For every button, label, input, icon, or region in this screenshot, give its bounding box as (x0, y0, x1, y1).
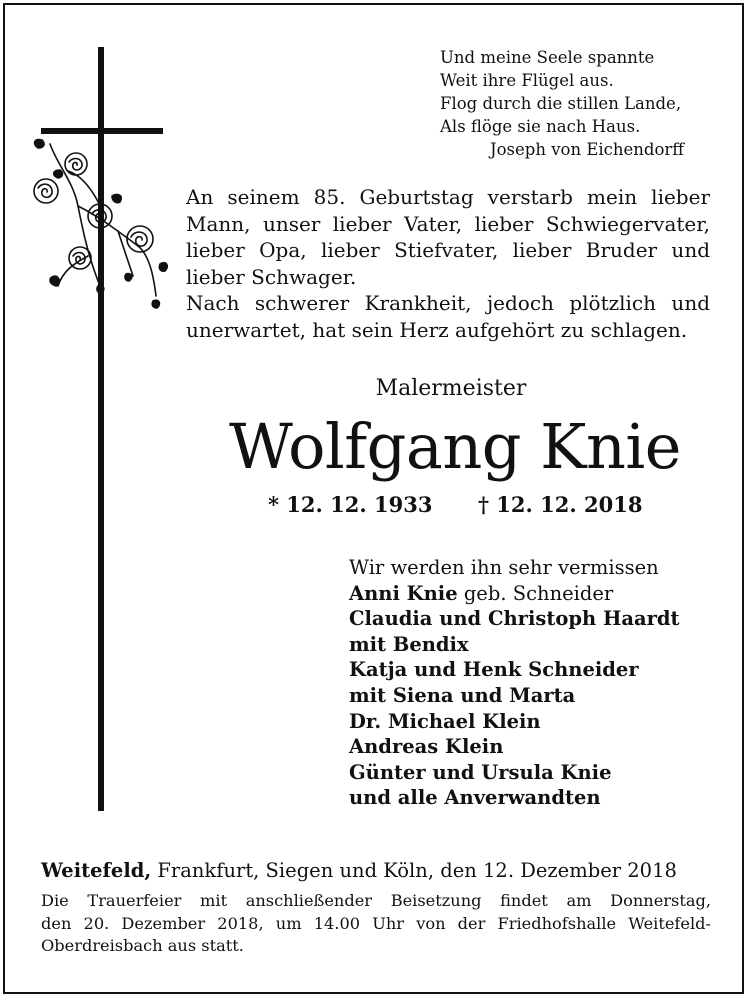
service-line: Oberdreisbach aus statt. (41, 936, 244, 955)
mourner-entry: mit Bendix (349, 632, 469, 656)
roses-icon (28, 136, 173, 311)
mourner-entry: Dr. Michael Klein (349, 709, 541, 733)
mourners-list (349, 555, 729, 811)
deceased-name: Wolfgang Knie (229, 410, 681, 483)
place-and-date (41, 858, 711, 884)
birth-date: * 12. 12. 1933 (268, 492, 433, 517)
poem-author: Joseph von Eichendorff (490, 140, 685, 159)
announcement-line: unerwartet, hat sein Herz aufgehört zu schlagen. (186, 317, 688, 342)
cross-horizontal-beam (41, 128, 163, 134)
service-line: Die Trauerfeier mit anschließender Beisetzung findet am Donnerstag, (41, 891, 711, 910)
poem (440, 46, 730, 161)
mourners-heading: Wir werden ihn sehr vermissen (349, 556, 659, 579)
announcement-text (186, 184, 710, 343)
poem-line: Und meine Seele spannte (440, 48, 655, 67)
mourner-entry: und alle Anverwandten (349, 786, 601, 810)
announcement-line: lieber Schwager. (186, 264, 357, 289)
announcement-line: An seinem 85. Geburtstag verstarb mein lieber (186, 185, 710, 209)
mourner-maiden-name: geb. Schneider (457, 581, 614, 605)
life-dates (268, 490, 668, 520)
poem-line: Flog durch die stillen Lande, (440, 94, 682, 113)
deceased-profession: Malermeister (375, 376, 527, 401)
place-main: Weitefeld, (41, 859, 152, 882)
announcement-line: lieber Opa, lieber Stiefvater, lieber Bruder und (186, 238, 710, 262)
announcement-line: Mann, unser lieber Vater, lieber Schwiegervater, (186, 211, 710, 236)
funeral-service-info (41, 890, 711, 958)
mourner-entry: Claudia und Christoph Haardt (349, 607, 680, 631)
mourner-entry: Andreas Klein (349, 735, 504, 759)
poem-line: Weit ihre Flügel aus. (440, 71, 614, 90)
mourner-entry: mit Siena und Marta (349, 683, 576, 707)
service-line: den 20. Dezember 2018, um 14.00 Uhr von der Friedhofshalle Weitefeld- (41, 913, 711, 933)
place-rest: Frankfurt, Siegen und Köln, den 12. Dezember 2018 (151, 859, 677, 882)
mourner-name: Anni Knie (349, 581, 458, 605)
poem-line: Als flöge sie nach Haus. (440, 117, 641, 136)
death-date: † 12. 12. 2018 (478, 492, 643, 517)
announcement-line: Nach schwerer Krankheit, jedoch plötzlich und (186, 291, 710, 315)
mourner-entry: Katja und Henk Schneider (349, 658, 639, 682)
mourner-entry: Günter und Ursula Knie (349, 760, 612, 784)
mourner-entry (349, 581, 729, 607)
